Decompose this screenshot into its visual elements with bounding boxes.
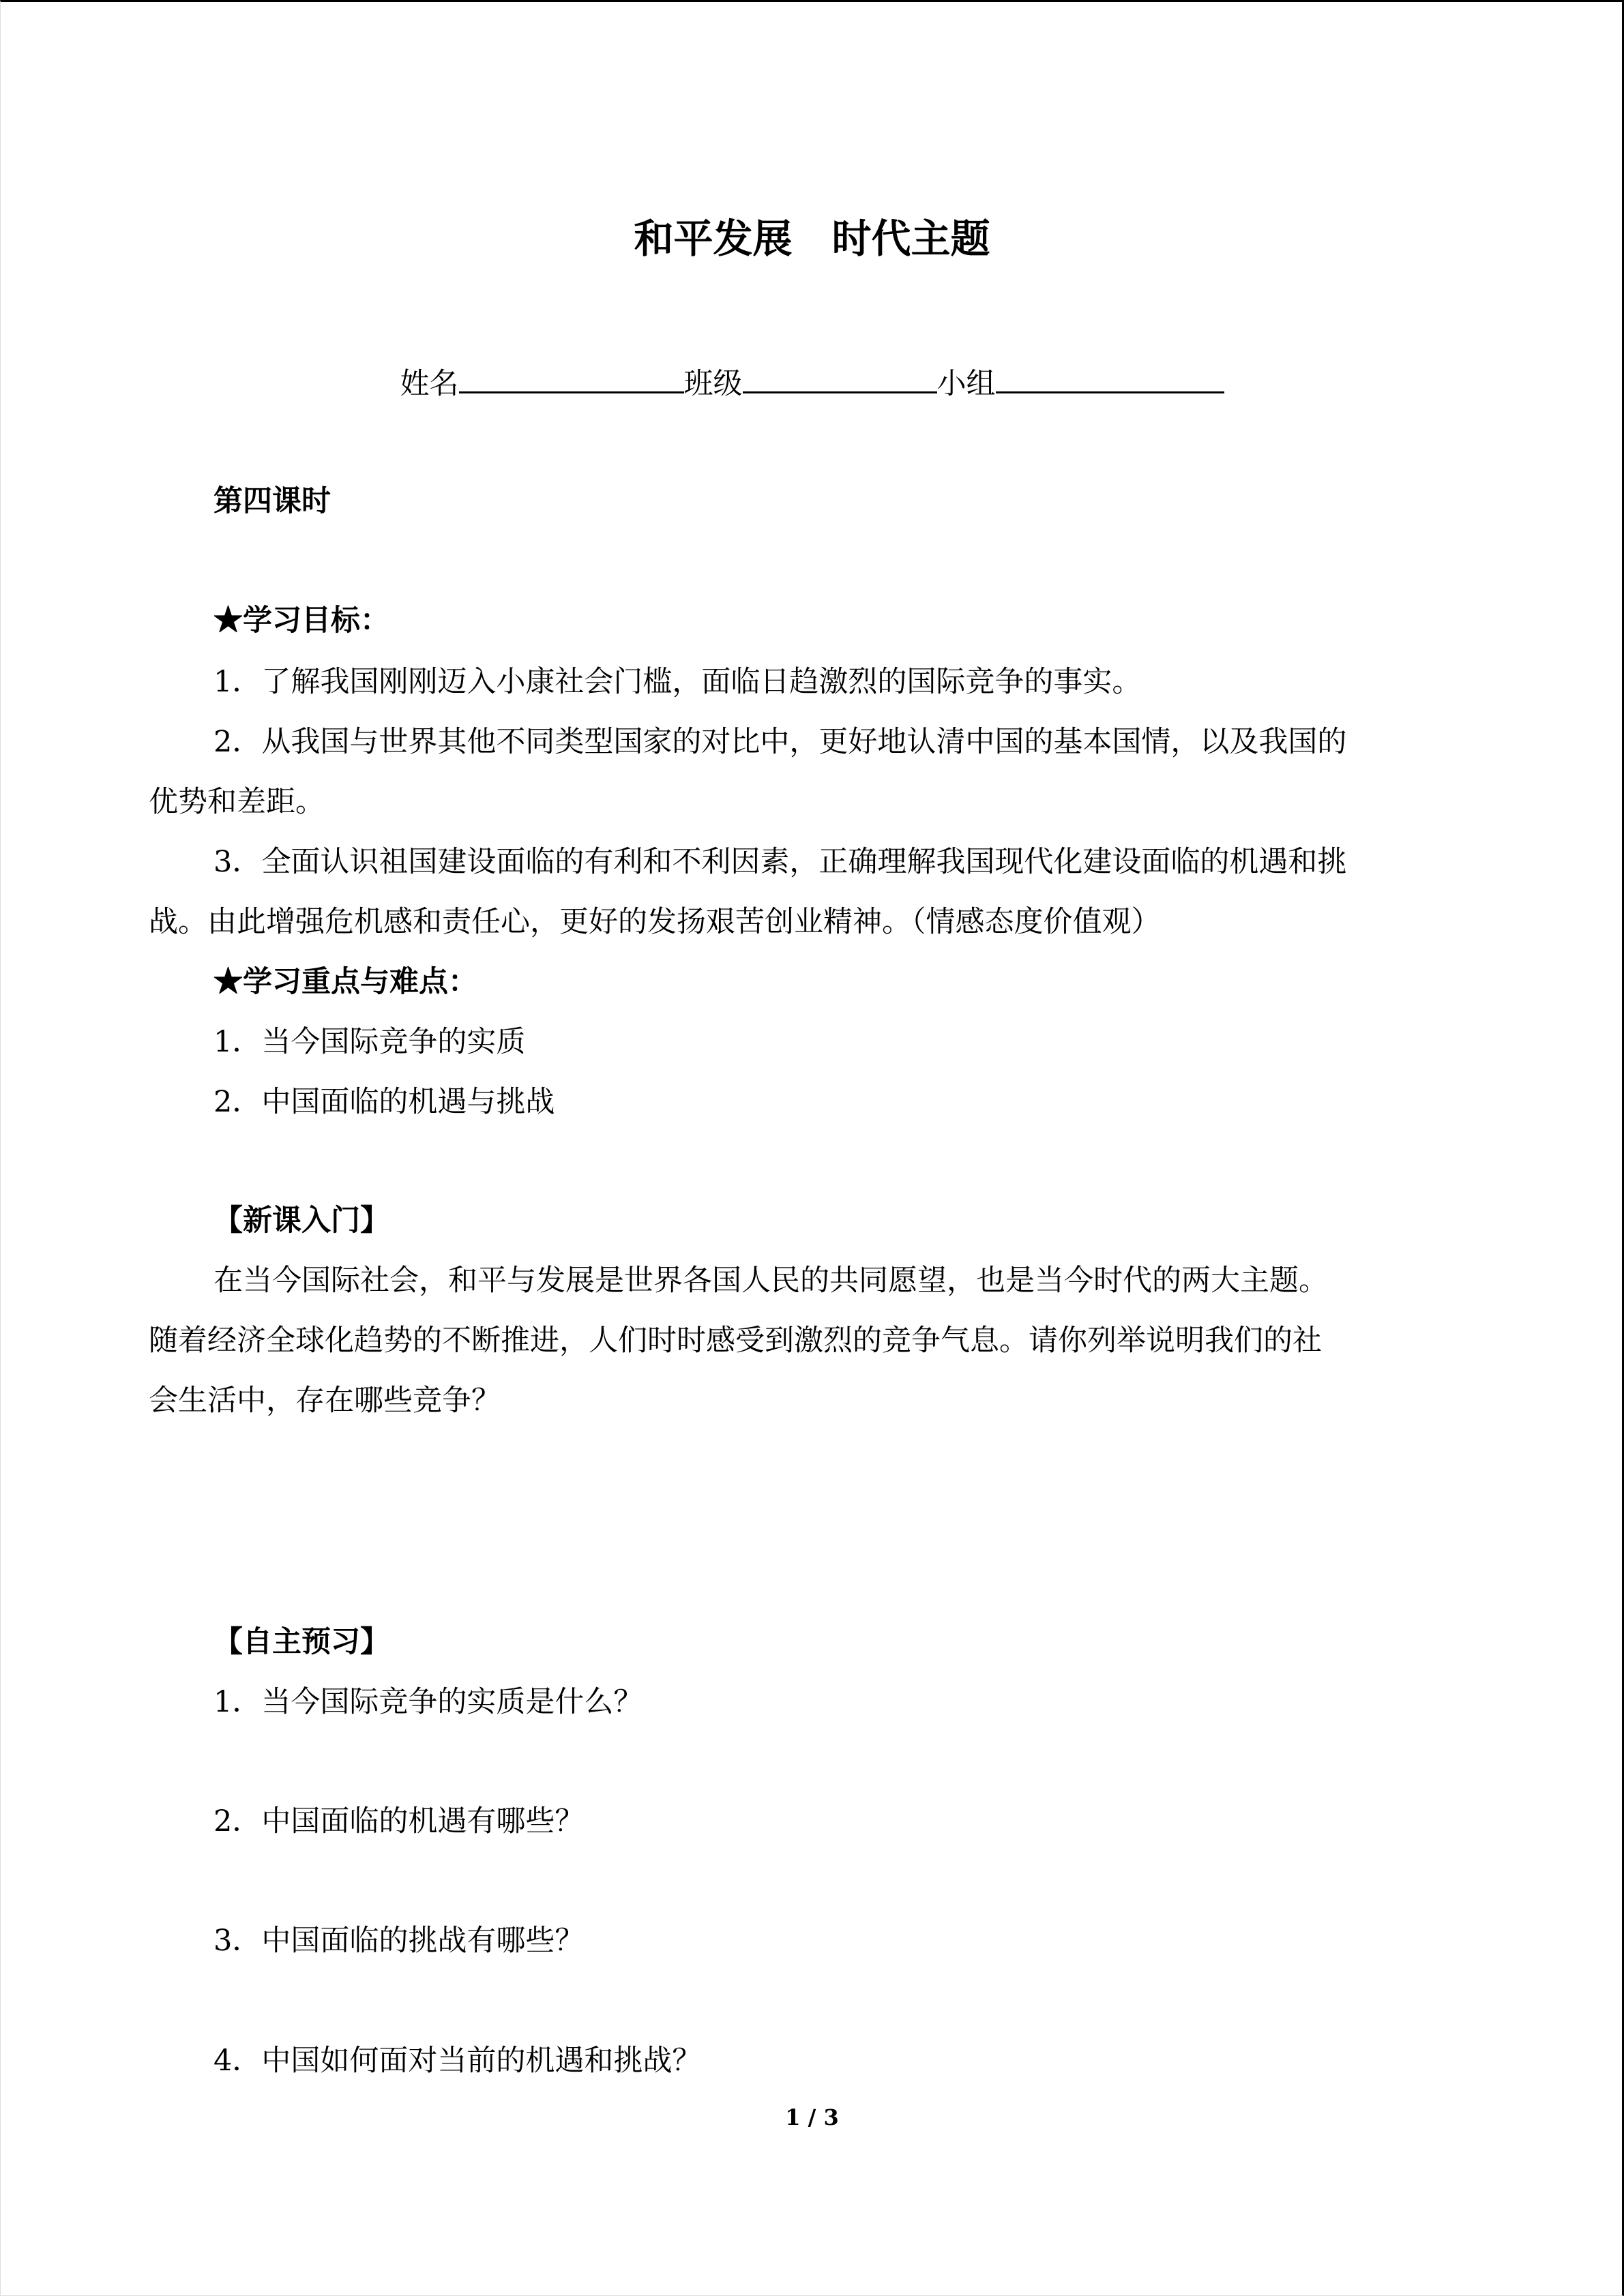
- lesson-label: 第四课时: [213, 484, 331, 518]
- student-info-row: [0, 361, 1624, 404]
- class-blank[interactable]: [743, 361, 937, 393]
- preview-question-3: 3．中国面临的挑战有哪些？: [213, 1924, 585, 1958]
- objective-item-2-line-1: 2．从我国与世界其他不同类型国家的对比中，更好地认清中国的基本国情，以及我国的: [213, 725, 1347, 759]
- class-label: 班级: [683, 367, 743, 401]
- intro-line-1: 在当今国际社会，和平与发展是世界各国人民的共同愿望，也是当今时代的两大主题。: [213, 1264, 1328, 1298]
- preview-question-1: 1．当今国际竞争的实质是什么？: [213, 1685, 643, 1719]
- objective-item-3-line-2: 战。由此增强危机感和责任心，更好的发扬艰苦创业精神。（情感态度价值观）: [149, 905, 1161, 939]
- group-blank[interactable]: [996, 361, 1224, 393]
- key-point-item-1: 1．当今国际竞争的实质: [213, 1025, 526, 1059]
- key-points-heading: ★学习重点与难点：: [213, 965, 477, 999]
- objectives-heading: ★学习目标：: [213, 603, 389, 638]
- group-label: 小组: [936, 367, 996, 401]
- preview-heading: 【自主预习】: [213, 1625, 389, 1659]
- key-point-item-2: 2．中国面临的机遇与挑战: [213, 1085, 555, 1119]
- intro-heading: 【新课入门】: [213, 1204, 389, 1238]
- name-blank[interactable]: [459, 361, 684, 393]
- name-label: 姓名: [400, 367, 459, 401]
- objective-item-1: 1．了解我国刚刚迈入小康社会门槛，面临日趋激烈的国际竞争的事实。: [213, 665, 1142, 699]
- objective-item-3-line-1: 3．全面认识祖国建设面临的有利和不利因素，正确理解我国现代化建设面临的机遇和挑: [213, 845, 1347, 879]
- preview-question-2: 2．中国面临的机遇有哪些？: [213, 1804, 585, 1838]
- intro-line-2: 随着经济全球化趋势的不断推进，人们时时感受到激烈的竞争气息。请你列举说明我们的社: [149, 1324, 1322, 1358]
- document-title: 和平发展 时代主题: [634, 215, 990, 262]
- preview-question-4: 4．中国如何面对当前的机遇和挑战？: [213, 2044, 702, 2078]
- page-number: 1 / 3: [785, 2104, 839, 2130]
- objective-item-2-line-2: 优势和差距。: [149, 785, 325, 819]
- intro-line-3: 会生活中，存在哪些竞争？: [149, 1384, 501, 1418]
